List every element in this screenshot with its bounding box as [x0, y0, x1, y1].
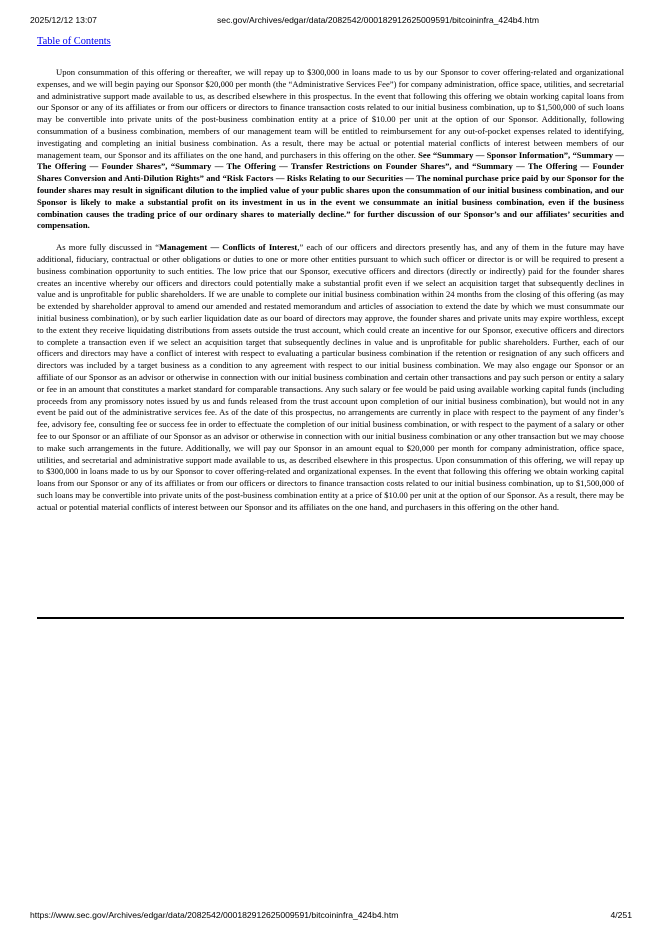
print-header	[0, 15, 662, 27]
print-footer	[0, 910, 662, 922]
paragraph-lead: As more fully discussed in “	[56, 242, 160, 253]
paragraph-text: Upon consummation of this offering or thereafter, we will repay up to $300,000 in loans made to us by our Sponsor to cover offering-related and organizational expenses, and we will begin paying our Sponsor $20,000 per month (the “Administrative Services Fee”) for company administration, office space, utilities, and secretarial and administrative support made available to us, as described elsewhere in this prospectus. In the event that following this offering we obtain working capital loans from our Sponsor or any of its affiliates or from our officers or directors to finance transaction costs related to our initial business combination, up to $1,500,000 of such loans may be convertible into private units of the post-business combination entity at a price of $10.00 per unit at the option of our Sponsor. Additionally, following consummation of a business combination, members of our management team will be entitled to reimbursement for any out-of-pocket expenses related to identifying, investigating and completing an initial business combination. As a result, there may be actual or potential material conflicts of interest between members of our management team, our Sponsor and its affiliates on the one hand, and purchasers in this offering on the other.	[37, 67, 624, 160]
document-body	[37, 67, 624, 513]
paragraph-conflicts-of-interest	[37, 242, 624, 513]
print-header-url: sec.gov/Archives/edgar/data/2082542/000182912625009591/bitcoininfra_424b4.htm	[217, 15, 540, 25]
paragraph-text: ,” each of our officers and directors presently has, and any of them in the future may have additional, fiduciary, contractual or other obligations or duties to one or more other entities pursuant to which such officer or director is or will be required to present a business combination opportunity to such entities. The low price that our Sponsor, executive officers and directors (directly or indirectly) paid for the founder shares creates an incentive whereby our officers and directors could potentially make a substantial profit even if we select an acquisition target that subsequently declines in value and is unprofitable for public shareholders. If we are unable to complete our initial business combination within 24 months from the closing of this offering (as may be extended by shareholder approval to amend our amended and restated memorandum and articles of association to extend the date by which we must consummate our initial business combination), or by such earlier liquidation date as our board of directors may approve, the founder shares and private units may expire worthless, except to the extent they receive liquidating distributions from assets outside the trust account, which could create an incentive for our Sponsor, executive officers and directors to complete a transaction even if we select an acquisition target that subsequently declines in value and is unprofitable for public shareholders. Further, each of our officers and directors may have a conflict of interest with respect to evaluating a particular business combination if the retention or resignation of any such officers and directors was included by a target business as a condition to any agreement with respect to our initial business combination. We may also engage our Sponsor or an affiliate of our Sponsor as an advisor or otherwise in connection with our initial business combination and certain other transactions and pay such person or entity a salary or fee in an amount that constitutes a market standard for comparable transactions. Any such salary or fee would be paid using available working capital funds (including proceeds from any promissory notes issued by us and funds released from the trust account upon completion of our initial business combination), but would not in any event be paid out of the administrative services fee. As of the date of this prospectus, no arrangements are currently in place with respect to the payment of any finder’s fee, advisory fee, consulting fee or success fee in order to effectuate the completion of our initial business combination, or with respect to the payment of a salary or other fee to our Sponsor or an affiliate of our Sponsor as an advisor or otherwise in connection with our initial business combination or any other transaction but we may choose to make such arrangements in the future. Additionally, we will pay our Sponsor in an amount equal to $20,000 per month for company administration, office space, utilities, and secretarial and administrative support made available to us, as described elsewhere in this prospectus. Upon consummation of this offering, we will repay up to $300,000 in loans made to us by our Sponsor to cover offering-related and organizational expenses. In the event that following this offering we obtain working capital loans from our Sponsor or any of its affiliates or from our officers or directors to finance transaction costs related to our initial business combination, up to $1,500,000 of such loans may be convertible into private units of the post-business combination entity at a price of $10.00 per unit at the option of our Sponsor. As a result, there may be actual or potential material conflicts of interest between our Sponsor and its affiliates on the one hand, and purchasers in this offering on the other hand.	[37, 242, 625, 512]
page-divider	[37, 617, 624, 619]
paragraph-sponsor-compensation	[37, 67, 624, 232]
page-number: 4/251	[610, 910, 632, 920]
table-of-contents-link[interactable]: Table of Contents	[37, 36, 111, 47]
paragraph-bold-crossref: See “Summary — Sponsor Information”, “Summary — The Offering — Founder Shares”, “Summary — The Offering — Transfer Restrictions on Founder Shares”, and “Summary — The Offering — Founder Shares Conversion and Anti-Dilution Rights” and “Risk Factors — Risks Relating to our Securities — The nominal purchase price paid by our Sponsor for the founder shares may result in significant dilution to the implied value of your public shares upon the consummation of our initial business combination, and our Sponsor is likely to make a substantial profit on its investment in us in the event we consummate an initial business combination, even if the business combination causes the trading price of our ordinary shares to materially decline.” for further discussion of our Sponsor’s and our affiliates’ securities and compensation.	[37, 149, 624, 231]
print-datetime: 2025/12/12 13:07	[30, 15, 97, 25]
paragraph-bold-reference: Management — Conflicts of Interest	[159, 242, 298, 253]
print-footer-url: https://www.sec.gov/Archives/edgar/data/2082542/000182912625009591/bitcoininfra_424b4.htm	[30, 910, 399, 920]
